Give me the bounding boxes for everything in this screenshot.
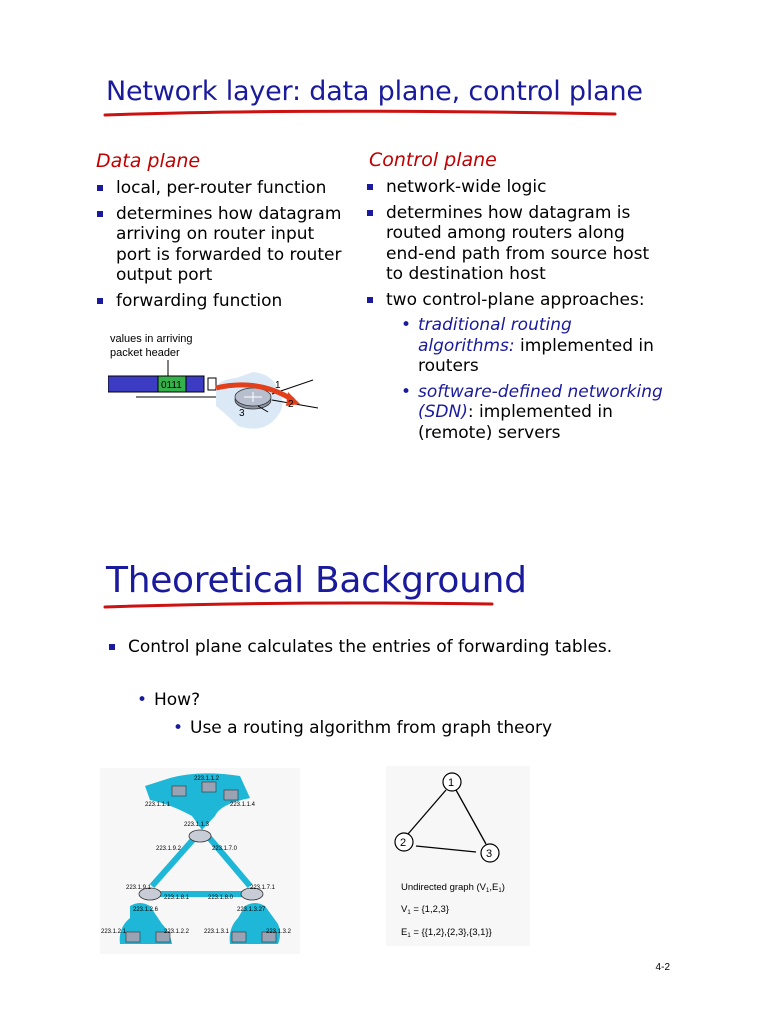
control-plane-heading: Control plane (369, 149, 497, 171)
data-plane-heading: Data plane (96, 150, 201, 172)
slide2-title-underline (100, 598, 500, 614)
figure-caption-line2: packet header (110, 347, 180, 359)
port-2-label: 2 (288, 399, 294, 410)
data-plane-bullet: local, per-router function (96, 178, 351, 199)
sub-bullet-emphasis: software-defined networking (SDN) (418, 381, 663, 422)
forwarding-figure (108, 360, 323, 440)
data-plane-bullets (96, 178, 351, 316)
ip-label: 223.1.9.1 (126, 885, 152, 891)
ip-label: 223.1.7.0 (212, 846, 238, 852)
ip-label: 223.1.2.1 (101, 929, 127, 935)
control-plane-bullet: network-wide logic (366, 177, 666, 198)
port-1-label: 1 (275, 380, 281, 391)
ip-label: 223.1.3.2 (266, 929, 292, 935)
control-plane-sub-bullet (398, 382, 668, 444)
slide2-bullets (108, 637, 668, 663)
ip-label: 223.1.8.0 (208, 895, 234, 901)
ip-label: 223.1.9.2 (156, 846, 182, 852)
control-plane-sub-bullets (398, 315, 668, 448)
graph-node-label: 1 (448, 777, 455, 789)
data-plane-bullet: determines how datagram arriving on router input port is forwarded to router output port (96, 204, 351, 286)
control-plane-bullets (366, 177, 666, 315)
graph-edge-set: $E_1 = \{\{1,2\},\{2,3\},\{3,1\}\}$ (401, 927, 492, 939)
slide2-title: Theoretical Background (106, 560, 527, 601)
ip-label: 223.1.1.2 (194, 776, 220, 782)
page-number: 4-2 (655, 962, 670, 973)
ip-label: 223.1.1.1 (145, 802, 171, 808)
control-plane-sub-bullet (398, 315, 668, 377)
ip-label: 223.1.8.1 (164, 895, 190, 901)
slide2-bullet: Control plane calculates the entries of forwarding tables. (108, 637, 668, 658)
graph-node-label: 3 (486, 848, 493, 860)
slide1-title-underline (100, 106, 620, 122)
sub-bullet-emphasis: traditional routing algorithms: (418, 315, 572, 356)
port-3-label: 3 (239, 408, 245, 419)
slide2-sub-bullets (134, 690, 534, 716)
slide2-sub-sub-bullet: • Use a routing algorithm from graph theory (170, 718, 570, 739)
ip-label: 223.1.1.3 (184, 822, 210, 828)
graph-caption: Undirected graph $(V_1,E_1)$ (401, 882, 505, 894)
ip-label: 223.1.2.6 (133, 907, 159, 913)
ip-label: 223.1.3.27 (237, 907, 266, 913)
header-value: 0111 (161, 380, 182, 391)
ip-label: 223.1.7.1 (250, 885, 276, 891)
network-diagram (100, 768, 300, 954)
slide2-sub-sub-bullets (170, 718, 570, 744)
sub-bullet-text: : implemented in (remote) servers (418, 402, 613, 443)
data-plane-bullet: forwarding function (96, 291, 351, 312)
figure-caption-line1: values in arriving (110, 333, 193, 345)
ip-label: 223.1.2.2 (164, 929, 190, 935)
graph-node-label: 2 (400, 837, 407, 849)
ip-label: 223.1.1.4 (230, 802, 256, 808)
ip-label: 223.1.3.1 (204, 929, 230, 935)
control-plane-bullet: determines how datagram is routed among routers along end-end path from source host to destination host (366, 203, 666, 285)
graph-diagram (386, 766, 530, 946)
control-plane-bullet: two control-plane approaches: (366, 290, 666, 311)
graph-vertex-set: $V_1 = \{1,2,3\}$ (401, 904, 449, 916)
slide2-sub-bullet: • How? (134, 690, 534, 711)
sub-bullet-text: implemented in routers (418, 335, 654, 376)
slide1-title: Network layer: data plane, control plane (106, 76, 643, 107)
